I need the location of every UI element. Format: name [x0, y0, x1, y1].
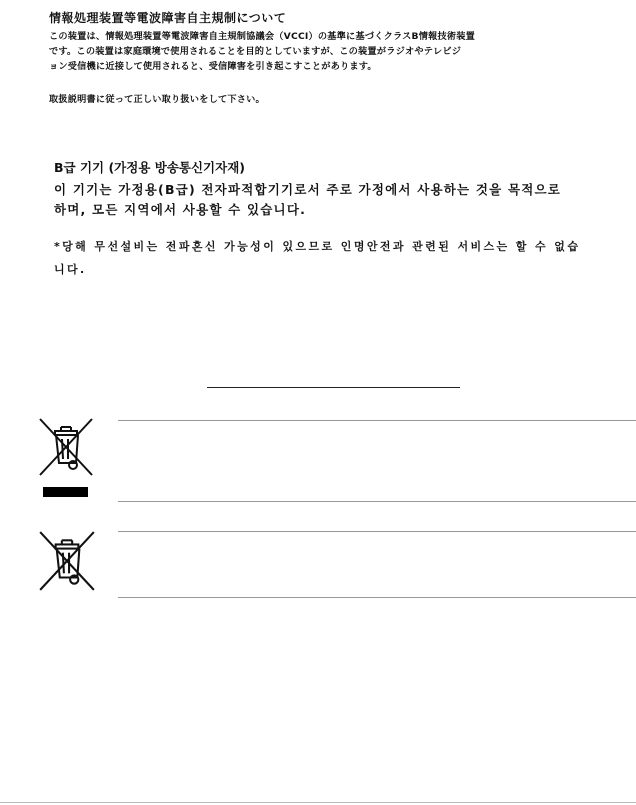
disposal-row-2-bottom-rule [118, 597, 636, 598]
separate-collection-bar [43, 487, 88, 497]
disposal-row-1-top-rule [118, 420, 636, 421]
section-divider [207, 387, 460, 388]
crossed-wheelie-bin-icon [38, 417, 94, 479]
korea-class-b-title: B급 기기 (가정용 방송통신기자재) [54, 160, 245, 175]
korea-statement-line-2: 하며, 모든 지역에서 사용할 수 있습니다. [54, 202, 307, 217]
japan-vcci-title: 情報処理装置等電波障害自主規制について [49, 11, 287, 25]
korea-statement-line-1: 이 기기는 가정용(B급) 전자파적합기기로서 주로 가정에서 사용하는 것을 목적으로 [54, 182, 562, 197]
japan-vcci-line-1: この装置は、情報処理装置等電波障害自主規制協議会（VCCI）の基準に基づくクラスB情報技術装置 [49, 31, 476, 42]
korea-radio-note-line-1: *당해 무선설비는 전파혼신 가능성이 있으므로 인명안전과 관련된 서비스는 할 수 없습 [54, 240, 581, 253]
disposal-row-1-bottom-rule [118, 501, 636, 502]
japan-vcci-line-2: です。この装置は家庭環境で使用されることを目的としていますが、この装置がラジオやテレビジ [49, 46, 462, 57]
japan-vcci-line-3: ョン受信機に近接して使用されると、受信障害を引き起こすことがあります。 [49, 61, 377, 72]
japan-instruction: 取扱説明書に従って正しい取り扱いをして下さい。 [49, 94, 265, 105]
korea-radio-note-line-2: 니다. [54, 263, 87, 276]
page-footer-rule [0, 802, 636, 803]
disposal-row-2-top-rule [118, 531, 636, 532]
crossed-wheelie-bin-icon [38, 530, 96, 594]
